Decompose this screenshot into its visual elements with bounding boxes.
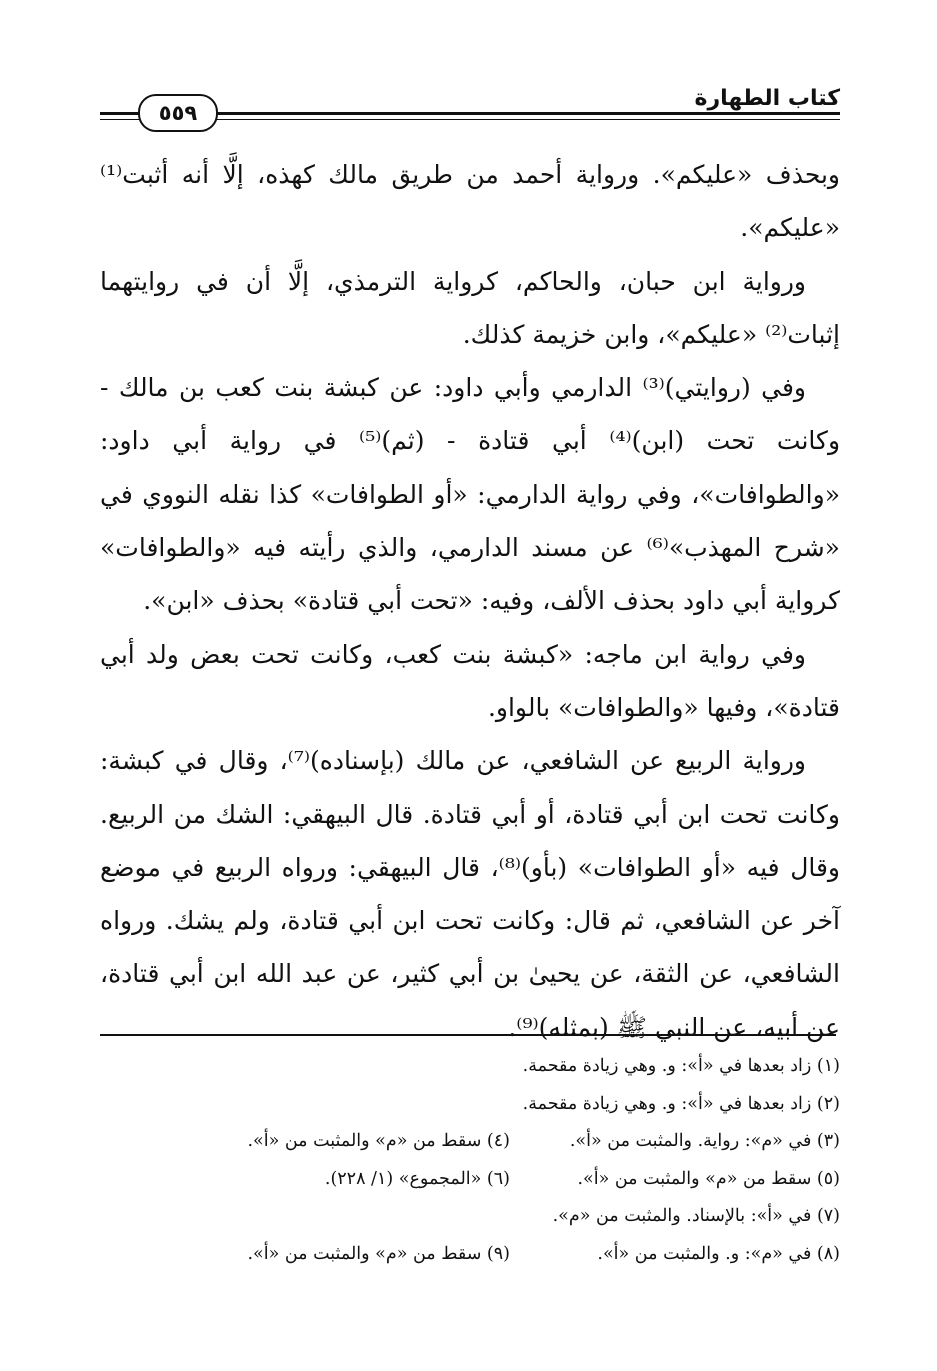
- footnote: (٨) في «م»: و. والمثبت من «أ».: [597, 1243, 840, 1264]
- footnote-row: [100, 1048, 840, 1086]
- footnote: (١) زاد بعدها في «أ»: و. وهي زيادة مقحمة.: [522, 1056, 840, 1076]
- footnotes: [100, 1048, 840, 1273]
- header-rule-left-thin: [100, 119, 140, 120]
- footnote: (٧) في «أ»: بالإسناد. والمثبت من «م».: [552, 1206, 840, 1226]
- footnote: (٥) سقط من «م» والمثبت من «أ».: [577, 1168, 840, 1189]
- footnote-separator: [100, 1034, 836, 1036]
- footnote: (٢) زاد بعدها في «أ»: و. وهي زيادة مقحمة.: [522, 1093, 840, 1114]
- chapter-title: كتاب الطهارة: [694, 86, 840, 111]
- footnote-row: [100, 1198, 840, 1236]
- footnote-row: [100, 1123, 840, 1161]
- page-number: ٥٥٩: [138, 94, 218, 132]
- page-header: [100, 82, 840, 126]
- paragraph: ورواية الربيع عن الشافعي، عن مالك (بإسناده)⁽⁷⁾، وقال في كبشة: وكانت تحت ابن أبي قتادة، أو أبي قتادة. قال البيهقي: الشك من الربيع. وقال فيه «أو الطوافات» (بأو)⁽⁸⁾، قال البيهقي: ورواه الربيع في موضع آخر عن الشافعي، ثم قال: وكانت تحت ابن أبي قتادة، ولم يشك. ورواه الشافعي، عن الثقة، عن يحيىٰ بن أبي كثير، عن عبد الله ابن أبي قتادة، عن أبيه، عن النبي ﷺ (بمثله)⁽⁹⁾.: [100, 746, 840, 1042]
- footnote: (٩) سقط من «م» والمثبت من «أ».: [247, 1243, 510, 1264]
- footnote-row: [100, 1161, 840, 1199]
- main-text: [100, 148, 840, 1054]
- footnote: (٤) سقط من «م» والمثبت من «أ».: [247, 1131, 510, 1151]
- footnote-row: [100, 1236, 840, 1274]
- paragraph: وبحذف «عليكم». ورواية أحمد من طريق مالك كهذه، إلَّا أنه أثبت⁽¹⁾ «عليكم».: [100, 160, 840, 243]
- footnote: (٦) «المجموع» (١/ ٢٢٨).: [324, 1168, 510, 1189]
- header-rule-left: [100, 112, 140, 115]
- footnote-row: [100, 1086, 840, 1124]
- paragraph: وفي رواية ابن ماجه: «كبشة بنت كعب، وكانت تحت بعض ولد أبي قتادة»، وفيها «والطوافات» بالواو.: [100, 639, 840, 722]
- footnote: (٣) في «م»: رواية. والمثبت من «أ».: [569, 1131, 840, 1151]
- paragraph: وفي (روايتي)⁽³⁾ الدارمي وأبي داود: عن كبشة بنت كعب بن مالك - وكانت تحت (ابن)⁽⁴⁾ أبي قتادة - (ثم)⁽⁵⁾ في رواية أبي داود: «والطوافات»، وفي رواية الدارمي: «أو الطوافات» كذا نقله النووي في «شرح المهذب»⁽⁶⁾ عن مسند الدارمي، والذي رأيته فيه «والطوافات» كرواية أبي داود بحذف الألف، وفيه: «تحت أبي قتادة» بحذف «ابن».: [100, 373, 841, 616]
- header-rule-thin: [212, 119, 840, 120]
- header-rule: [212, 112, 840, 115]
- paragraph: ورواية ابن حبان، والحاكم، كرواية الترمذي، إلَّا أن في روايتهما إثبات⁽²⁾ «عليكم»، وابن خزيمة كذلك.: [100, 266, 840, 349]
